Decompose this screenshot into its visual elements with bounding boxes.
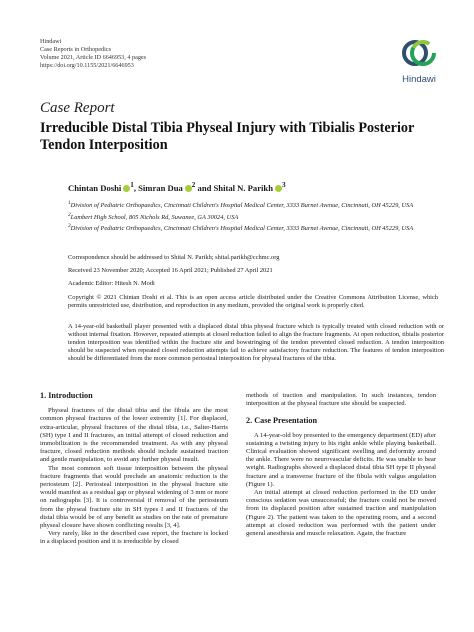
section-heading: 2. Case Presentation [246,416,318,426]
paragraph: The most common soft tissue interposition between the physeal fracture fragments that would preclude an anatomic reduction is the periosteum [2]. Periosteal interposition in the physeal fracture site would manifest as a residual gap or physeal widening of 3 mm or more on radiographs [3]. It is controversial if removal of the periosteum from the physeal fracture site in SH types I and II fractures of the distal tibia would be of any benefit as studies on the rate of premature physeal closure have shown conflicting results [3, 4]. [40,464,228,530]
author-name[interactable]: Shital N. Parikh [213,182,273,193]
affiliation: $^3$Division of Pediatric Orthopaedics, Cincinnati Children's Hospital Medical Center, 3333 Burnet Avenue, Cincinnati, OH 45229, USA [68,223,414,233]
publisher-name: Hindawi [40,38,62,45]
paragraph: An initial attempt at closed reduction performed in the ED under conscious sedation was unsuccessful; the fracture could not be moved from its displaced position after sustained traction and manipulation (Figure 2). The patient was taken to the operating room, and a second attempt at closed reduction was performed with the patient under general anesthesia and muscle relaxation. Again, the fracture [246,489,436,538]
doi-link[interactable]: https://doi.org/10.1155/2021/6646953 [40,62,134,69]
copyright-notice: Copyright © 2021 Chintan Doshi et al. This is an open access article distributed under the Creative Commons Attribution License, which permits unrestricted use, distribution, and reproduction in any medium, provided the original work is properly cited. [68,294,438,309]
affiliation: $^1$Division of Pediatric Orthopaedics, Cincinnati Children's Hospital Medical Center, 3333 Burnet Avenue, Cincinnati, OH 45229, USA [68,200,414,210]
orcid-icon[interactable] [275,185,282,192]
journal-metadata [40,38,146,70]
article-dates: Received 23 November 2020; Accepted 16 April 2021; Published 27 April 2021 [68,267,273,274]
author-separator: and [195,182,214,193]
author-affil-num: 2 [191,181,196,189]
academic-editor: Academic Editor: Hitesh N. Modi [68,280,155,287]
paragraph: Physeal fractures of the distal tibia and the fibula are the most common physeal fractures of the lower extremity [1]. For displaced, extra-articular, physeal fractures of the distal tibia, i.e., Salter-Harris (SH) type I and II fractures, an initial attempt of closed reduction and immobilization is the recommended treatment. As with any physeal fracture, closed reduction methods should include sustained traction and gentle manipulation, to avoid any further physeal insult. [40,407,228,464]
paragraph: A 14-year-old boy presented to the emergency department (ED) after sustaining a twisting injury to his right ankle while playing basketball. Clinical evaluation showed significant swelling and deformity around the ankle. There were no neurovascular deficits. He was unable to bear weight. Radiographs showed a displaced distal tibia SH type II physeal fracture and a transverse fracture of the fibula with valgus angulation (Figure 1). [246,431,436,488]
orcid-icon[interactable] [185,185,192,192]
author-name[interactable]: Simran Dua [138,182,183,193]
section-heading: 1. Introduction [40,391,93,400]
affiliation: $^2$Lambert High School, 805 Nichols Rd, Suwanee, GA 30024, USA [68,211,239,221]
affiliations [68,199,428,234]
abstract: A 14-year-old basketball player presented with a displaced distal tibia physeal fracture which is typically treated with closed reduction with or without internal fixation. However, repeated attempts at closed reduction failed to align the fracture fragments. At open reduction, tibialis posterior tendon interposition was identified within the fracture site and bowstringing of the tendon prevented closed reduction. A tendon interposition should be suspected when repeated closed reduction attempts fail to achieve satisfactory fracture reduction. The features of tendon interposition should be differentiated from the more common periosteal interposition for physeal fractures of the tibia. [68,323,444,363]
right-column [246,392,436,538]
author-separator: , [133,182,139,193]
author-list [68,181,286,193]
left-column [40,392,228,547]
hindawi-logo [392,38,446,85]
article-title: Irreducible Distal Tibia Physeal Injury with Tibialis Posterior Tendon Interposition [40,120,415,153]
article-type: Case Report [40,100,115,116]
hindawi-logo-icon [400,38,438,68]
author-name[interactable]: Chintan Doshi [68,182,122,193]
paragraph: Very rarely, like in the described case report, the fracture is locked in a displaced position and it is irreducible by closed [40,530,228,546]
correspondence: Correspondence should be addressed to Shital N. Parikh; shital.parikh@cchmc.org [68,254,280,261]
logo-wordmark: Hindawi [402,74,436,85]
journal-name: Case Reports in Orthopedics [40,46,111,53]
author-affil-num: 1 [130,181,134,189]
author-affil-num: 3 [281,181,286,189]
paragraph: methods of traction and manipulation. In such instances, tendon interposition at the physeal fracture site should be suspected. [246,392,436,408]
volume-line: Volume 2021, Article ID 6646953, 4 pages [40,54,147,61]
